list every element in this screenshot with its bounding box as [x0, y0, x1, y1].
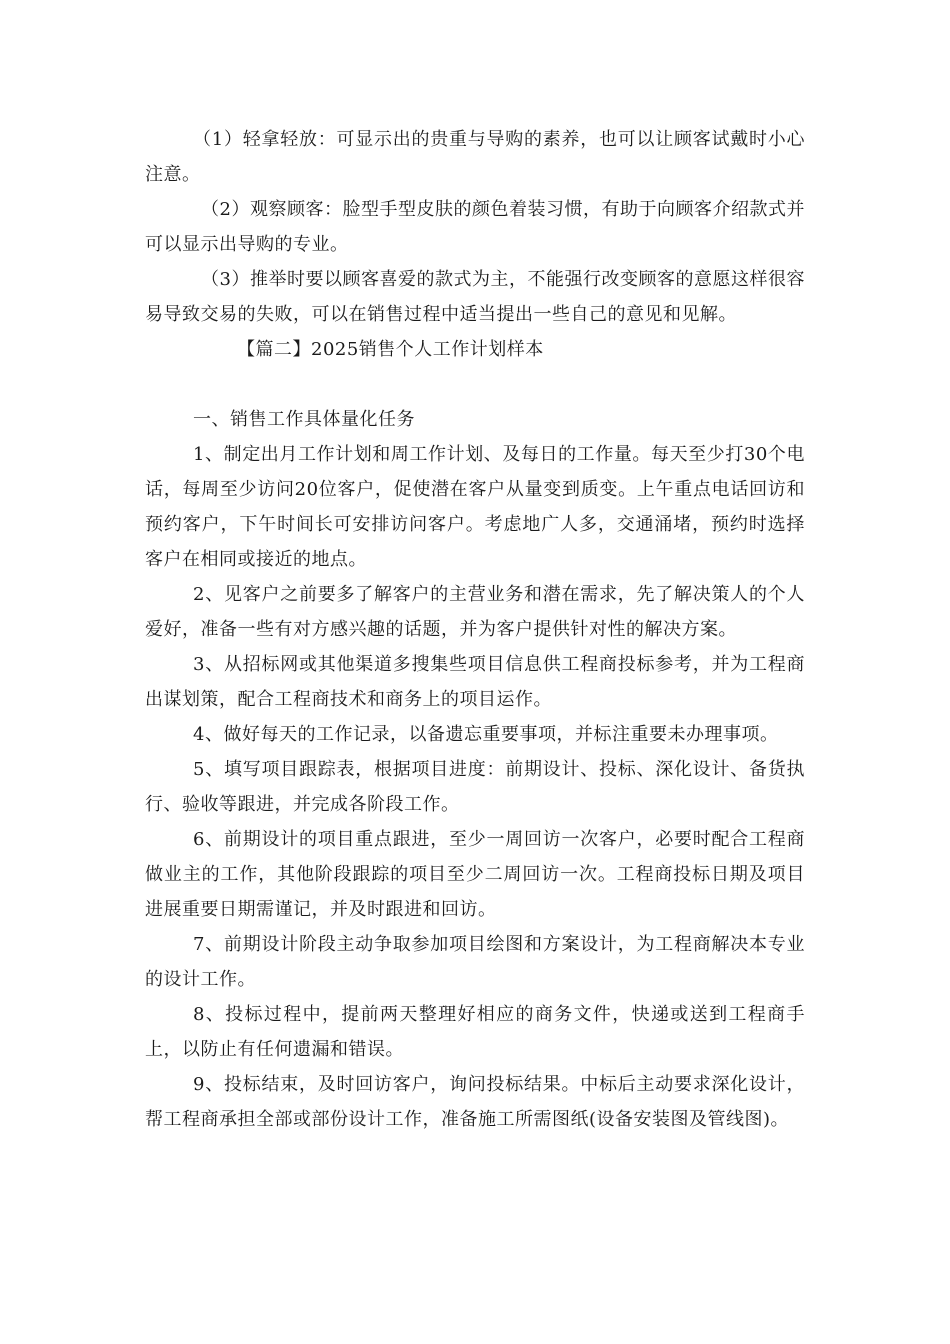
intro-item-1: （1）轻拿轻放：可显示出的贵重与导购的素养，也可以让顾客试戴时小心注意。 [145, 129, 805, 185]
document-body [145, 122, 805, 1137]
section-heading: 【篇二】2025销售个人工作计划样本 [237, 339, 544, 360]
plan-item-4: 4、做好每天的工作记录，以备遗忘重要事项，并标注重要未办理事项。 [193, 724, 779, 745]
section-title: 一、销售工作具体量化任务 [193, 409, 415, 430]
plan-item-5: 5、填写项目跟踪表，根据项目进度：前期设计、投标、深化设计、备货执行、验收等跟进，并完成各阶段工作。 [145, 759, 805, 815]
plan-item-7: 7、前期设计阶段主动争取参加项目绘图和方案设计，为工程商解决本专业的设计工作。 [145, 934, 805, 990]
plan-item-2: 2、见客户之前要多了解客户的主营业务和潜在需求，先了解决策人的个人爱好，准备一些有对方感兴趣的话题，并为客户提供针对性的解决方案。 [145, 584, 805, 640]
plan-item-8: 8、投标过程中，提前两天整理好相应的商务文件，快递或送到工程商手上，以防止有任何遗漏和错误。 [145, 1004, 805, 1060]
plan-item-9: 9、投标结束，及时回访客户，询问投标结果。中标后主动要求深化设计，帮工程商承担全部或部份设计工作，准备施工所需图纸(设备安装图及管线图)。 [145, 1074, 805, 1130]
intro-item-2: （2）观察顾客：脸型手型皮肤的颜色着装习惯，有助于向顾客介绍款式并可以显示出导购的专业。 [145, 199, 805, 255]
plan-item-1: 1、制定出月工作计划和周工作计划、及每日的工作量。每天至少打30个电话，每周至少访问20位客户，促使潜在客户从量变到质变。上午重点电话回访和预约客户，下午时间长可安排访问客户。考虑地广人多，交通涌堵，预约时选择客户在相同或接近的地点。 [145, 444, 805, 570]
intro-item-3: （3）推举时要以顾客喜爱的款式为主，不能强行改变顾客的意愿这样很容易导致交易的失败，可以在销售过程中适当提出一些自己的意见和见解。 [145, 269, 805, 325]
plan-item-6: 6、前期设计的项目重点跟进，至少一周回访一次客户，必要时配合工程商做业主的工作，其他阶段跟踪的项目至少二周回访一次。工程商投标日期及项目进展重要日期需谨记，并及时跟进和回访。 [145, 829, 805, 920]
plan-item-3: 3、从招标网或其他渠道多搜集些项目信息供工程商投标参考，并为工程商出谋划策，配合工程商技术和商务上的项目运作。 [145, 654, 805, 710]
